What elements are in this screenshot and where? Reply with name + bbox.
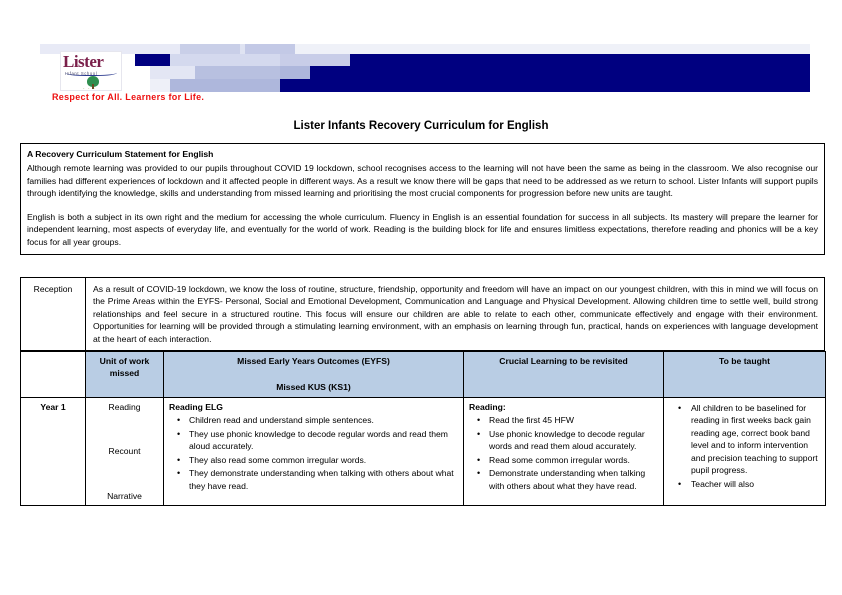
letterhead-banner — [40, 44, 810, 92]
reception-label: Reception — [21, 278, 86, 351]
header-cell-blank — [21, 352, 86, 398]
row-missed-outcomes-cell — [164, 398, 464, 506]
missed-bullet-list — [169, 414, 458, 492]
header-missed-eyfs: Missed Early Years Outcomes (EYFS) — [237, 356, 390, 366]
list-item: • Children read and understand simple sentences. — [189, 414, 458, 426]
school-tagline: Respect for All. Learners for Life. — [52, 92, 205, 102]
crucial-heading: Reading: — [469, 402, 506, 412]
logo-subtitle: Infant School — [65, 71, 98, 76]
list-item: • They also read some common irregular words. — [189, 454, 458, 466]
banner-block-lav-2 — [150, 66, 195, 79]
header-cell-to-be-taught: To be taught — [664, 352, 826, 398]
row-units-cell — [86, 398, 164, 506]
list-item: • All children to be baselined for reading in first weeks back gain reading age, correct book band level and to inform intervention and precision teaching to support pupil progress. — [691, 402, 820, 477]
list-item: • Read the first 45 HFW — [489, 414, 658, 426]
reception-body: As a result of COVID-19 lockdown, we know the loss of routine, structure, friendship, opportunity and freedom will have an impact on our youngest children, with this in mind we will focus on the Prime Areas within the EYFS- Personal, Social and Emotional Development, Communication and Language and Physical Development. Allowing children time to settle well, build strong relationships and feel secure in a structured routine. This focus will ensure our children are able to relate to each other, communicate effectively and engage with their environment. Opportunities for learning will be provided through a stimulating learning environment, with an emphasis on learning through fun, practical, hands on experiences with language development at the heart of each interaction. — [86, 278, 825, 351]
banner-block-lav-5 — [195, 66, 280, 79]
header-cell-unit-of-work: Unit of work missed — [86, 352, 164, 398]
header-cell-missed-outcomes — [164, 352, 464, 398]
intro-statement-table — [20, 143, 825, 255]
table-row — [21, 398, 826, 506]
unit-item-3: Narrative — [107, 490, 142, 501]
banner-block-lav-8 — [280, 54, 350, 66]
page-title: Lister Infants Recovery Curriculum for English — [293, 120, 549, 132]
taught-bullet-list — [669, 402, 820, 490]
header-missed-kus: Missed KUS (KS1) — [276, 382, 351, 393]
banner-block-pale-1 — [180, 44, 240, 54]
row-year-label: Year 1 — [21, 398, 86, 506]
list-item: • Read some common irregular words. — [489, 454, 658, 466]
row-crucial-learning-cell — [464, 398, 664, 506]
banner-block-lav-4 — [170, 54, 280, 66]
list-item: • Use phonic knowledge to decode regular words and read them aloud accurately. — [489, 428, 658, 453]
table-header-row — [21, 352, 826, 398]
intro-statement-cell — [21, 144, 825, 255]
row-to-be-taught-cell — [664, 398, 826, 506]
table-row — [21, 144, 825, 255]
year-group-table — [20, 351, 826, 506]
list-item: • Demonstrate understanding when talking with others about what they have read. — [489, 467, 658, 492]
logo-ground-dots: · · · — [83, 86, 96, 91]
missed-heading: Reading ELG — [169, 402, 223, 412]
unit-item-1: Reading — [108, 402, 141, 412]
list-item: • They use phonic knowledge to decode regular words and read them aloud accurately. — [189, 428, 458, 453]
list-item: • Teacher will also — [691, 478, 820, 490]
banner-block-lav-7 — [245, 44, 295, 54]
banner-block-pale-right — [295, 44, 810, 54]
banner-block-lav-6 — [170, 79, 280, 92]
logo-wordmark: Lister — [63, 52, 104, 71]
list-item: • They demonstrate understanding when talking with others about what they have read. — [189, 467, 458, 492]
header-cell-crucial-learning: Crucial Learning to be revisited — [464, 352, 664, 398]
crucial-bullet-list — [469, 414, 658, 492]
unit-item-2: Recount — [108, 446, 141, 457]
intro-heading: A Recovery Curriculum Statement for English — [27, 149, 214, 159]
banner-block-navy-edge — [350, 54, 810, 92]
banner-block-lav-9 — [280, 66, 310, 79]
table-row — [21, 278, 825, 351]
intro-paragraph-2: English is both a subject in its own right and the medium for accessing the whole curriculum. Fluency in English is an essential foundation for success in all subjects. Its mastery will prepare the learner for independent learning, most aspects of everyday life, and eventually for the world of work. Reading is the building block for life and ensures limitless expectations, therefore reading and phonics will be a key focus for all year groups. — [27, 211, 818, 247]
intro-paragraph-1: Although remote learning was provided to our pupils throughout COVID 19 lockdown, school recognises access to the learning will not have been the same as being in the classroom. We also recognise our families had different experiences of lockdown and it affected people in different ways. As a result we know there will be gaps that need to be addressed as we return to school. Lister Infants will support pupils through identifying the knowledge, skills and understanding from missed learning and prioritising the most crucial components for progression before new units are taught. — [27, 163, 818, 199]
reception-table — [20, 277, 825, 351]
school-logo — [60, 51, 122, 91]
